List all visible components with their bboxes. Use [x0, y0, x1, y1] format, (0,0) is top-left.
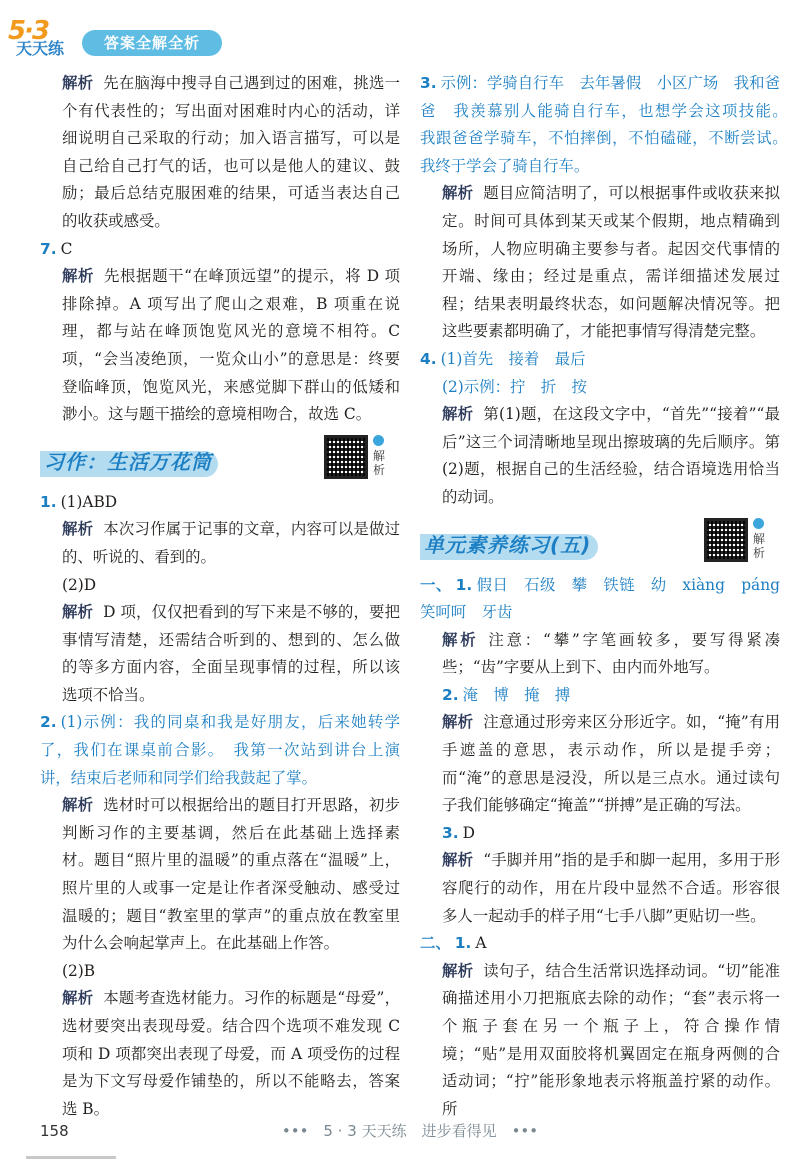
question-number: 1. — [40, 492, 57, 511]
analysis-text: 先在脑海中搜寻自己遇到过的困难，挑选一个有代表性的；写出面对困难时内心的活动，详细说明自己采取的行动；加入语言描写，可以是自己给自己打气的话，也可以是他人的建议、鼓励；最后总结克服困难的结果，可适当表达自己的收获或感受。 — [62, 74, 400, 230]
brand-logo — [8, 18, 82, 68]
footer-slogan: ••• 5 · 3 天天练 进步看得见 ••• — [281, 1122, 539, 1140]
answer-text: 示例：学骑自行车 去年暑假 小区广场 我和爸爸 我羡慕别人能骑自行车，也想学会这项技能。 我跟爸爸学骑车，不怕摔倒，不怕磕碰，不断尝试。 我终于学会了骑自行车。 — [420, 74, 796, 175]
question-2-analysis-2 — [40, 985, 400, 1123]
answer-text: (1)首先 接着 最后 — [440, 349, 586, 368]
play-icon — [753, 518, 764, 529]
question-number: 3. — [420, 74, 437, 92]
question-4-analysis — [420, 401, 780, 511]
answer-text: (1)示例：我的同桌和我是好朋友，后来她转学了，我们在课桌前合影。 我第一次站到讲台上演讲，结束后老师和同学们给我鼓起了掌。 — [40, 713, 400, 787]
analysis-text: 第(1)题，在这段文字中，“首先”“接着”“最后”这三个词清晰地呈现出擦玻璃的先后顺序。第(2)题，根据自己的生活经验，结合语境选用恰当的动词。 — [442, 405, 780, 506]
question-1-subanswer: (2)D — [62, 575, 97, 594]
logo-mark: 5·3 — [8, 16, 49, 46]
analysis-tag: 解析 — [62, 520, 94, 539]
analysis-tag: 解析 — [442, 713, 474, 732]
answer-text: 假日 石级 攀 铁链 幼 xiàng páng 笑呵呵 牙齿 — [420, 575, 796, 622]
question-1-analysis-2 — [40, 599, 400, 709]
analysis-tag: 解析 — [442, 184, 474, 203]
analysis-text: 读句子，结合生活常识选择动词。“切”能准确描述用小刀把瓶底去除的动作；“套”表示将一个瓶子套在另一个瓶子上，符合操作情境；“贴”是用双面胶将机翼固定在瓶身两侧的合适动词；“拧”能形象地表示将瓶盖拧紧的动作。所 — [442, 961, 780, 1118]
question-number: 4. — [420, 349, 437, 368]
qr-label: 解析 — [372, 448, 385, 477]
footer-divider — [26, 1156, 116, 1159]
question-number: 1. — [455, 575, 473, 594]
analysis-block — [40, 70, 400, 236]
question-2-subanswer: (2)B — [62, 961, 96, 980]
question-number: 2. — [40, 713, 57, 732]
answer-text: (1)ABD — [60, 492, 118, 511]
part-1-question-1-analysis — [420, 627, 780, 682]
section-title: 单元素养练习(五) — [424, 532, 592, 557]
part-1-question-1-answer — [420, 572, 796, 627]
part-mark: 二、 — [420, 934, 451, 953]
analysis-text: 选材时可以根据给出的题目打开思路，初步判断习作的主要基调，然后在此基础上选择素材。题目“照片里的温暖”的重点落在“温暖”上，照片里的人或事一定是让作者深受触动、感受过温暖的；题目“教室里的掌声”的重点放在教室里为什么会响起掌声上。在此基础上作答。 — [62, 796, 400, 953]
analysis-tag: 解析 — [442, 405, 474, 424]
question-4-subanswer: (2)示例：拧 折 按 — [442, 377, 587, 396]
question-7-analysis — [40, 263, 400, 429]
question-3-answer — [420, 70, 796, 180]
part-1-question-2-answer — [420, 682, 780, 710]
analysis-tag: 解析 — [442, 961, 474, 980]
analysis-text: 注意通过形旁来区分形近字。如，“掩”有用手遮盖的意思，表示动作，所以是提手旁；而“淹”的意思是浸没，所以是三点水。通过读句子我们能够确定“掩盖”“拼搏”是正确的写法。 — [442, 713, 780, 815]
answer-text: 淹 博 掩 搏 — [462, 685, 571, 704]
part-2-question-1-analysis — [420, 958, 780, 1124]
analysis-text: 先根据题干“在峰顶远望”的提示，将 D 项排除掉。A 项写出了爬山之艰难，B 项重在说理，都与站在峰顶饱览风光的意境不相符。C 项，“会当凌绝顶，一览众山小”的意思是：终要登临峰顶，饱览风光，来感觉脚下群山的低矮和渺小。这与题干描绘的意境相吻合，故选 C。 — [62, 267, 400, 424]
analysis-text: 题目应简洁明了，可以根据事件或收获来拟定。时间可具体到某天或某个假期，地点精确到场所，人物应明确主要参与者。起因交代事情的开端、缘由；经过是重点，需详细描述发展过程；结果表明最终状态，如问题解决情况等。把这些要素都明确了，才能把事情写得清楚完整。 — [442, 184, 780, 341]
analysis-tag: 解析 — [442, 851, 474, 870]
play-icon — [373, 435, 384, 446]
question-3-analysis — [420, 180, 780, 346]
question-number: 7. — [40, 239, 57, 258]
analysis-tag: 解析 — [62, 796, 94, 815]
part-1-question-3-answer — [420, 820, 780, 848]
question-1-analysis — [40, 516, 400, 571]
analysis-text: 注意：“攀”字笔画较多，要写得紧凑些；“齿”字要从上到下、由内而外地写。 — [442, 630, 780, 677]
section-banner — [40, 443, 400, 479]
section-title: 习作：生活万花筒 — [44, 449, 212, 474]
page-footer — [40, 1120, 780, 1142]
right-column — [420, 70, 796, 1123]
analysis-text: 本次习作属于记事的文章，内容可以是做过的、听说的、看到的。 — [62, 520, 400, 566]
left-column — [40, 70, 400, 1123]
answer-text: A — [475, 934, 487, 953]
page-number: 158 — [40, 1122, 69, 1140]
part-mark: 一、 — [420, 575, 452, 594]
qr-label: 解析 — [752, 531, 765, 560]
section-banner — [420, 526, 780, 562]
question-number: 2. — [442, 685, 459, 704]
qr-code-icon[interactable] — [704, 518, 748, 562]
part-2-question-1-answer — [420, 930, 780, 958]
analysis-text: “手脚并用”指的是手和脚一起用，多用于形容爬行的动作，用在片段中显然不合适。形容很多人一起动手的样子用“七手八脚”更贴切一些。 — [442, 851, 780, 925]
header-title: 答案全解全析 — [82, 30, 222, 56]
analysis-text: D 项，仅仅把看到的写下来是不够的，要把事情写清楚，还需结合听到的、想到的、怎么做的等多方面内容，全面呈现事情的过程，所以该选项不恰当。 — [62, 603, 400, 704]
analysis-tag: 解析 — [442, 630, 479, 649]
answer-text: D — [462, 823, 475, 842]
analysis-tag: 解析 — [62, 74, 94, 92]
question-4-answer — [420, 346, 780, 374]
question-number: 1. — [454, 934, 472, 953]
analysis-tag: 解析 — [62, 989, 94, 1008]
analysis-text: 本题考查选材能力。习作的标题是“母爱”，选材要突出表现母爱。结合四个选项不难发现 C 项和 D 项都突出表现了母爱，而 A 项受伤的过程是为下文写母爱作铺垫的，所以不能略去，答案选 B。 — [62, 989, 400, 1118]
question-1-answer — [40, 489, 400, 517]
logo-text: 天天练 — [16, 39, 65, 58]
qr-code-icon[interactable] — [324, 435, 368, 479]
analysis-tag: 解析 — [62, 603, 94, 622]
question-2-analysis — [40, 792, 400, 958]
part-1-question-2-analysis — [420, 709, 780, 819]
analysis-tag: 解析 — [62, 267, 95, 286]
question-7-answer — [40, 236, 400, 264]
question-number: 3. — [442, 823, 459, 842]
answer-text: C — [60, 239, 73, 258]
question-2-answer — [40, 709, 400, 792]
part-1-question-3-analysis — [420, 847, 780, 930]
